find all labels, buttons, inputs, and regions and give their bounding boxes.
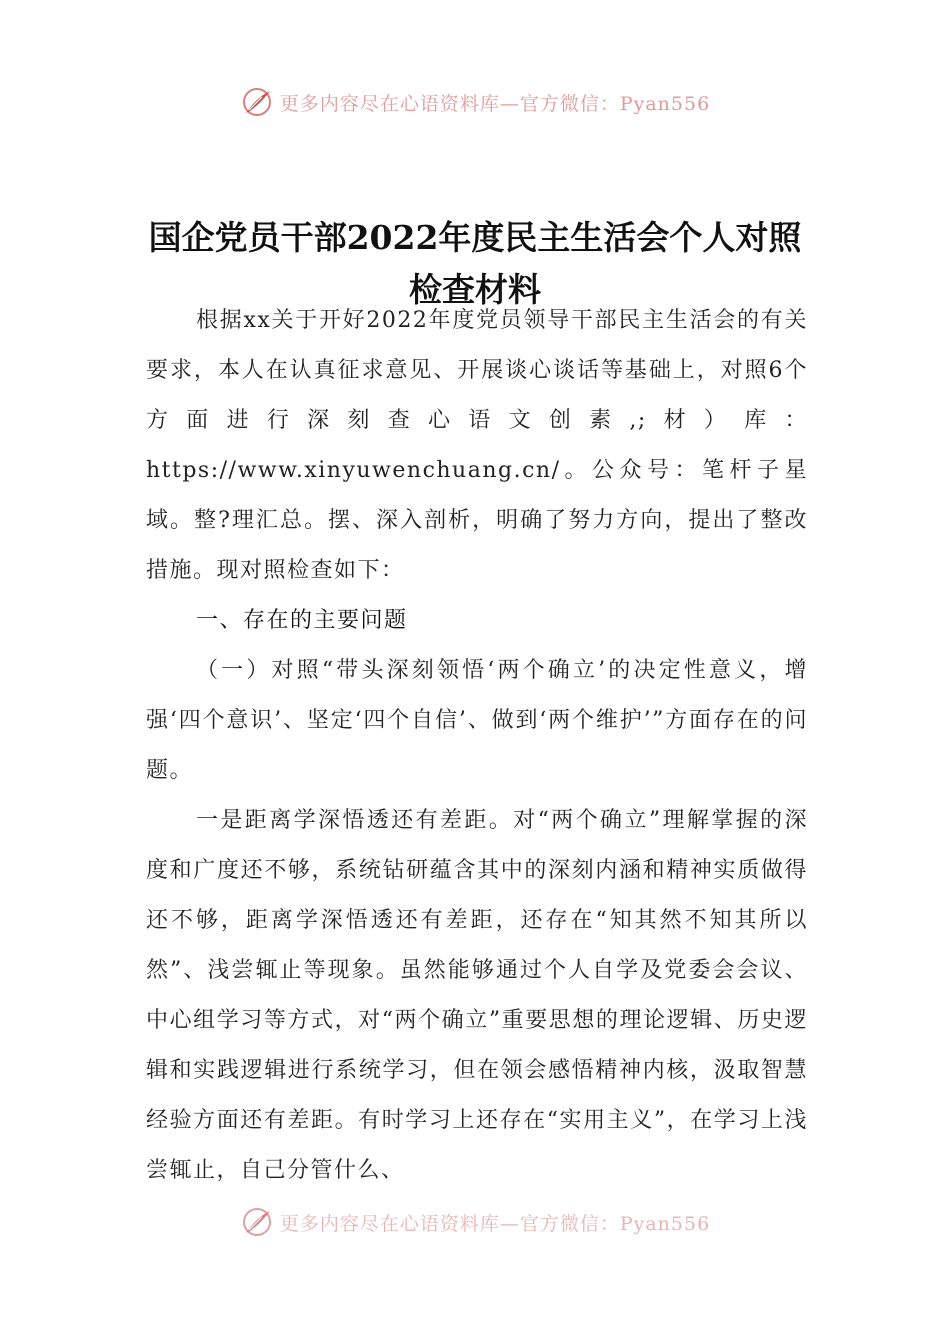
point-paragraph: 一是距离学深悟透还有差距。对“两个确立”理解掌握的深度和广度还不够，系统钻研蕴含其中的深刻内涵和精神实质做得还不够，距离学深悟透还有差距，还存在“知其然不知其所以然”、浅尝辄止等现象。虽然能够通过个人自学及党委会会议、中心组学习等方式，对“两个确立”重要思想的理论逻辑、历史逻辑和实践逻辑进行系统学习，但在领会感悟精神内核，汲取智慧经验方面还有差距。有时学习上还存在“实用主义”，在学习上浅尝辄止，自己分管什么、 bbox=[146, 808, 808, 1183]
document-title: 国企党员干部2022年度民主生活会个人对照检查材料 bbox=[148, 218, 802, 310]
feather-logo-icon bbox=[240, 1205, 274, 1239]
footer-watermark-banner bbox=[0, 1202, 950, 1242]
footer-watermark-text: 更多内容尽在心语资料库—官方微信：Pyan556 bbox=[279, 1212, 711, 1235]
feather-logo-icon bbox=[240, 85, 274, 119]
subsection-heading: （一）对照“带头深刻领悟‘两个确立’的决定性意义，增强‘四个意识’、坚定‘四个自信’、做到‘两个维护’”方面存在的问题。 bbox=[146, 658, 808, 783]
header-watermark-banner bbox=[0, 82, 950, 122]
header-watermark-text: 更多内容尽在心语资料库—官方微信：Pyan556 bbox=[279, 92, 711, 115]
intro-paragraph: 根据xx关于开好2022年度党员领导干部民主生活会的有关要求，本人在认真征求意见、开展谈心谈话等基础上，对照6个方面进行深刻查心语文创素,;材）库：https://www.xinyuwenchuang.cn/。公众号：笔杆子星域。整?理汇总。摆、深入剖析，明确了努力方向，提出了整改措施。现对照检查如下： bbox=[146, 308, 808, 583]
document-body bbox=[146, 296, 808, 1196]
section-heading: 一、存在的主要问题 bbox=[196, 608, 408, 633]
